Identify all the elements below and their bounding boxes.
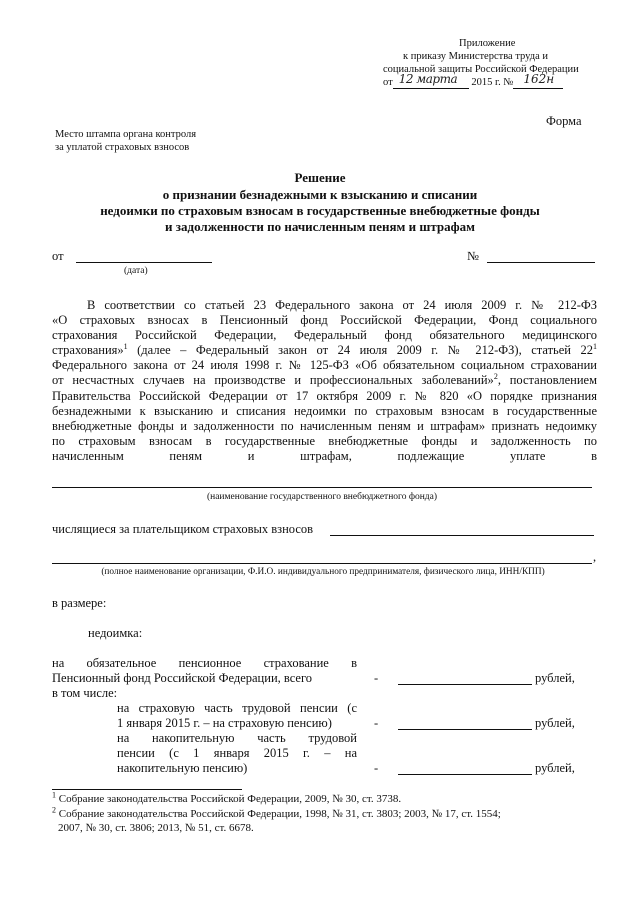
- stamp-line-2: за уплатой страховых взносов: [55, 142, 190, 153]
- body-line-11: начисленным пеням и штрафам, подлежащие уплате в: [52, 449, 597, 463]
- date-caption: (дата): [124, 266, 148, 276]
- row-including: в том числе:: [52, 686, 118, 700]
- footnote-ref-2: 2: [493, 371, 498, 381]
- annex-handwritten-number: 162н: [523, 72, 555, 86]
- amount-label: в размере:: [52, 596, 107, 610]
- row-funded-line-3: накопительную пенсию): [117, 761, 248, 775]
- annex-line-2: к приказу Министерства труда и: [403, 51, 548, 62]
- row-funded-line-2: пенсии (с 1 января 2015 г. – на: [117, 746, 357, 760]
- row-pension-line-2: Пенсионный фонд Российской Федерации, всего: [52, 671, 313, 685]
- row-funded-dash: -: [374, 761, 379, 775]
- title-line-4: и задолженности по начисленным пеням и штрафам: [165, 219, 475, 234]
- body-line-4: [52, 343, 597, 358]
- footnote-2-number: 2: [52, 805, 56, 815]
- payer-comma: ,: [593, 550, 597, 564]
- annex-date-field: [393, 72, 469, 89]
- row-pension-rub: рублей,: [535, 671, 575, 685]
- body-line-7: Правительства Российской Федерации от 17 октября 2009 г. № 820 «О порядке признания: [52, 389, 597, 403]
- annex-from: от: [383, 77, 393, 88]
- row-insurance-amount-line[interactable]: [398, 729, 532, 730]
- footnote-2-text-b: 2007, № 30, ст. 3806; 2013, № 51, ст. 6678.: [58, 822, 254, 834]
- payer-input-line-2[interactable]: [52, 563, 592, 564]
- body-line-9: внебюджетные фонды и задолженности по начисленным пеням и штрафам» признать недоимку: [52, 419, 597, 433]
- stamp-place: [55, 128, 196, 154]
- footnote-ref-1: 1: [123, 341, 128, 351]
- body-line-1: В соответствии со статьей 23 Федерального закона от 24 июля 2009 г. № 212-ФЗ: [87, 298, 597, 312]
- annex-block: [383, 37, 598, 89]
- body-line-4b: (далее – Федеральный закон от 24 июля 2009 г. № 212-ФЗ), статьей 22: [127, 343, 593, 357]
- date-input-line[interactable]: [76, 262, 212, 263]
- annex-handwritten-date: 12 марта: [398, 72, 458, 86]
- row-insurance-dash: -: [374, 716, 379, 730]
- stamp-line-1: Место штампа органа контроля: [55, 129, 197, 140]
- footnote-2: [52, 805, 501, 822]
- body-line-6a: от несчастных случаев на производстве и профессиональных заболеваний»: [52, 373, 494, 387]
- footnote-2-text-a: Собрание законодательства Российской Федерации, 1998, № 31, ст. 3803; 2003, № 17, ст. 1554;: [58, 808, 501, 820]
- row-pension-line-1: на обязательное пенсионное страхование в: [52, 656, 357, 670]
- footnote-1-number: 1: [52, 790, 56, 800]
- payer-caption: (полное наименование организации, Ф.И.О. индивидуального предпринимателя, физического лица, ИНН/КПП): [101, 567, 545, 577]
- footnote-separator: [52, 789, 242, 790]
- body-line-5: Федерального закона от 24 июля 1998 г. № 125-ФЗ «Об обязательном социальном страховании: [52, 358, 597, 372]
- annex-line-1: Приложение: [459, 38, 516, 49]
- row-funded-rub: рублей,: [535, 761, 575, 775]
- body-line-4a: страхования»: [52, 343, 124, 357]
- footnote-ref-1b: 1: [593, 341, 597, 351]
- body-line-6: [52, 373, 597, 388]
- body-line-3: страхования Российской Федерации, Федеральный фонд обязательного медицинского: [52, 328, 597, 342]
- date-from-label: от: [52, 249, 64, 263]
- row-insurance-line-1: на страховую часть трудовой пенсии (с: [117, 701, 357, 715]
- footnote-1: [52, 790, 402, 807]
- annex-line-3: социальной защиты Российской Федерации: [383, 64, 579, 75]
- body-line-2: «О страховых взносах в Пенсионный фонд Российской Федерации, Фонд социального: [52, 313, 597, 327]
- fund-caption: (наименование государственного внебюджетного фонда): [206, 492, 438, 502]
- row-pension-dash: -: [374, 671, 379, 685]
- number-input-line[interactable]: [487, 262, 595, 263]
- arrears-label: недоимка:: [88, 626, 143, 640]
- row-funded-amount-line[interactable]: [398, 774, 532, 775]
- annex-order-line: [383, 72, 598, 89]
- footnote-1-text: Собрание законодательства Российской Федерации, 2009, № 30, ст. 3738.: [58, 793, 402, 805]
- row-pension-amount-line[interactable]: [398, 684, 532, 685]
- page-title: Решение: [294, 170, 346, 185]
- payer-label: числящиеся за плательщиком страховых взносов: [52, 522, 314, 536]
- body-line-8: безнадежными к взысканию и списания недоимки по страховым взносам в государственные: [52, 404, 597, 418]
- fund-name-line[interactable]: [52, 487, 592, 488]
- body-line-10: по страховым взносам в государственные внебюджетные фонды и задолженность по: [52, 434, 597, 448]
- number-sign: №: [467, 249, 479, 263]
- row-insurance-rub: рублей,: [535, 716, 575, 730]
- annex-number-field: [513, 72, 563, 89]
- title-line-2: о признании безнадежными к взысканию и списании: [162, 187, 478, 202]
- row-insurance-line-2: 1 января 2015 г. – на страховую пенсию): [117, 716, 332, 730]
- annex-year: 2015 г. №: [471, 77, 514, 88]
- row-funded-line-1: на накопительную часть трудовой: [117, 731, 357, 745]
- form-label: Форма: [546, 114, 582, 128]
- payer-input-line[interactable]: [330, 535, 594, 536]
- title-line-3: недоимки по страховым взносам в государственные внебюджетные фонды: [100, 203, 540, 218]
- body-line-6b: , постановлением: [497, 373, 597, 387]
